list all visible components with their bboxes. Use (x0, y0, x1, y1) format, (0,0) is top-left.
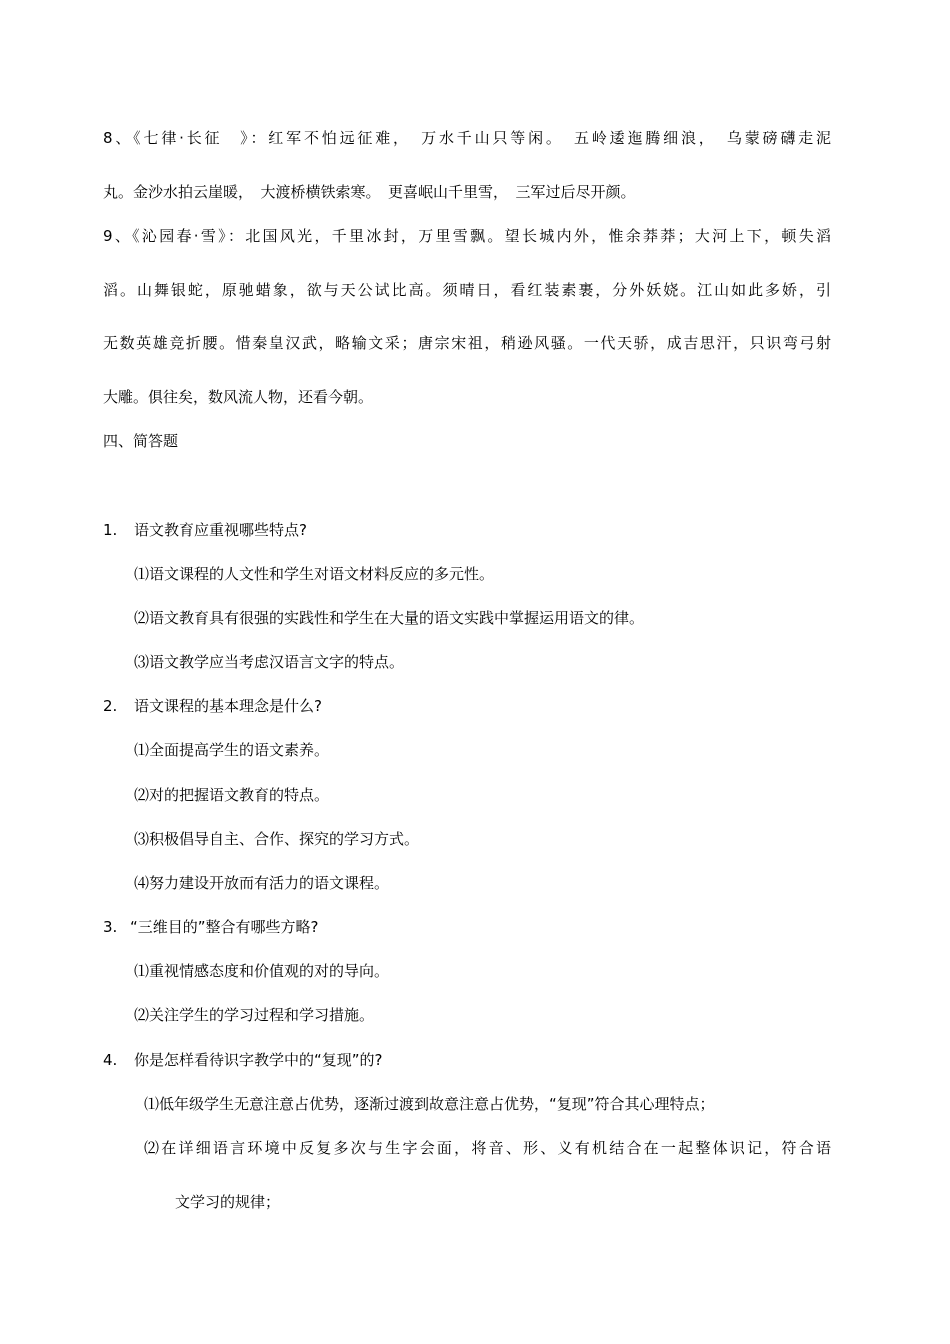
question-number: 4. (103, 1051, 118, 1069)
question-text: 你是怎样看待识字教学中的“复现”的? (134, 1051, 383, 1069)
poem-8-line-1: 8、《七律·长征 》：红军不怕远征难， 万水千山只等闲。 五岭逶迤腾细浪， 乌蒙磅礴走泥 (103, 129, 831, 147)
answer-item: ⑷努力建设开放而有活力的语文课程。 (134, 874, 390, 892)
question-text: 语文课程的基本理念是什么? (134, 697, 322, 715)
answer-item: ⑵对的把握语文教育的特点。 (134, 786, 330, 804)
answer-item: ⑵语文教育具有很强的实践性和学生在大量的语文实践中掌握运用语文的律。 (134, 609, 645, 627)
question-number: 3. (103, 918, 118, 936)
question-number: 1. (103, 521, 118, 539)
answer-item-continuation: 文学习的规律； (175, 1193, 281, 1211)
poem-8-line-2: 丸。金沙水拍云崖暖， 大渡桥横铁索寒。 更喜岷山千里雪， 三军过后尽开颜。 (103, 183, 636, 201)
answer-item: ⑴语文课程的人文性和学生对语文材料反应的多元性。 (134, 565, 495, 583)
answer-item: ⑶积极倡导自主、合作、探究的学习方式。 (134, 830, 420, 848)
poem-9-line-1: 9、《沁园春·雪》：北国风光，千里冰封，万里雪飘。望长城内外，惟余莽莽；大河上下，顿失滔 (103, 227, 831, 245)
question-text: “三维目的”整合有哪些方略? (130, 918, 319, 936)
question-text: 语文教育应重视哪些特点? (134, 521, 307, 539)
poem-9-line-3: 无数英雄竞折腰。惜秦皇汉武，略输文采；唐宗宋祖，稍逊风骚。一代天骄，成吉思汗，只识弯弓射 (103, 334, 831, 352)
answer-item: ⑵在详细语言环境中反复多次与生字会面，将音、形、义有机结合在一起整体识记，符合语 (144, 1139, 831, 1157)
answer-item: ⑴全面提高学生的语文素养。 (134, 741, 330, 759)
section-heading: 四、简答题 (103, 432, 179, 450)
answer-item: ⑶语文教学应当考虑汉语言文字的特点。 (134, 653, 405, 671)
answer-item: ⑴重视情感态度和价值观的对的导向。 (134, 962, 390, 980)
answer-item: ⑴低年级学生无意注意占优势，逐渐过渡到故意注意占优势，“复现”符合其心理特点； (144, 1095, 715, 1113)
poem-9-line-4: 大雕。俱往矣，数风流人物，还看今朝。 (103, 388, 374, 406)
question-number: 2. (103, 697, 118, 715)
poem-9-line-2: 滔。山舞银蛇，原驰蜡象，欲与天公试比高。须晴日，看红装素裹，分外妖娆。江山如此多娇，引 (103, 281, 831, 299)
answer-item: ⑵关注学生的学习过程和学习措施。 (134, 1006, 375, 1024)
